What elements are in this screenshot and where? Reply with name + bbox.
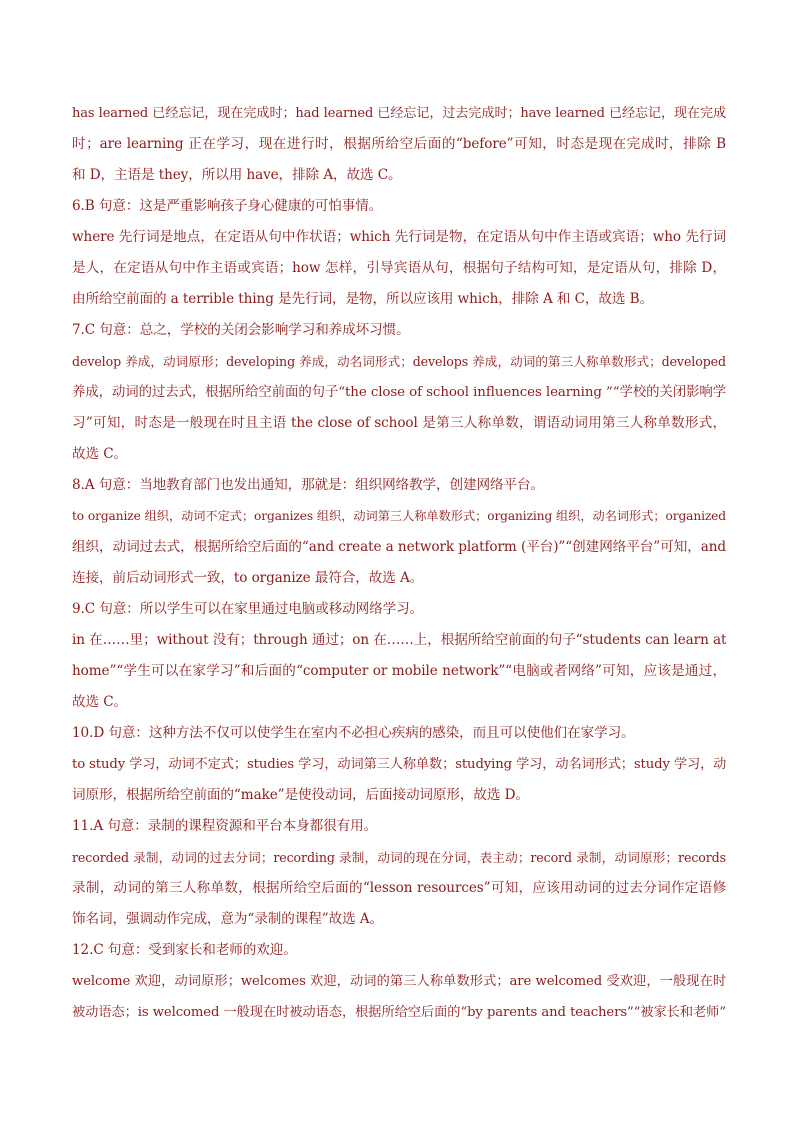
text-line: recorded 录制，动词的过去分词；recording 录制，动词的现在分词，表主动；record 录制，动词原形；records	[72, 850, 726, 865]
question-10-heading: 10.D 句意：这种方法不仅可以使学生在室内不必担心疾病的感染，而且可以使他们在家学习。	[72, 725, 635, 741]
text-line: develop 养成，动词原形；developing 养成，动名词形式；develops 养成，动词的第三人称单数形式；developed	[72, 354, 726, 369]
text-line: 习”可知，时态是一般现在时且主语 the close of school 是第三人称单数，谓语动词用第三人称单数形式，	[72, 415, 726, 431]
text-line: 词原形，根据所给空前面的“make”是使役动词，后面接动词原形，故选 D。	[72, 787, 529, 803]
question-8-heading: 8.A 句意：当地教育部门也发出通知，那就是：组织网络教学，创建网络平台。	[72, 477, 544, 493]
text-line: 和 D，主语是 they，所以用 have，排除 A，故选 C。	[72, 167, 402, 183]
text-line: welcome 欢迎，动词原形；welcomes 欢迎，动词的第三人称单数形式；are welcomed 受欢迎，一般现在时	[72, 974, 726, 989]
question-9-heading: 9.C 句意：所以学生可以在家里通过电脑或移动网络学习。	[72, 601, 424, 617]
text-line: 是人，在定语从句中作主语或宾语；how 怎样，引导宾语从句，根据句子结构可知，是定语从句，排除 D，	[72, 260, 726, 276]
text-line: 录制，动词的第三人称单数，根据所给空后面的“lesson resources”可知，应该用动词的过去分词作定语修	[72, 880, 726, 896]
text-line: home”“学生可以在家学习”和后面的“computer or mobile network”“电脑或者网络”可知，应该是通过，	[72, 663, 726, 679]
text-line: 时；are learning 正在学习，现在进行时，根据所给空后面的“before”可知，时态是现在完成时，排除 B	[72, 136, 726, 152]
question-11-heading: 11.A 句意：录制的课程资源和平台本身都很有用。	[72, 818, 378, 834]
text-line: 故选 C。	[72, 446, 128, 462]
text-line: to study 学习，动词不定式；studies 学习，动词第三人称单数；studying 学习，动名词形式；study 学习，动	[72, 757, 727, 772]
text-line: where 先行词是地点，在定语从句中作状语；which 先行词是物，在定语从句中作主语或宾语；who 先行词	[72, 229, 726, 245]
text-line: 组织，动词过去式，根据所给空后面的“and create a network platform (平台)”“创建网络平台”可知，and	[72, 539, 726, 555]
text-line: 饰名词，强调动作完成，意为“录制的课程”故选 A。	[72, 911, 384, 927]
question-12-heading: 12.C 句意：受到家长和老师的欢迎。	[72, 942, 297, 958]
text-line: 故选 C。	[72, 694, 128, 710]
question-6-heading: 6.B 句意：这是严重影响孩子身心健康的可怕事情。	[72, 198, 383, 214]
text-line: has learned 已经忘记，现在完成时；had learned 已经忘记，过去完成时；have learned 已经忘记，现在完成	[72, 106, 726, 121]
question-7-heading: 7.C 句意：总之，学校的关闭会影响学习和养成坏习惯。	[72, 322, 410, 338]
text-line: in 在……里；without 没有；through 通过；on 在……上，根据所给空前面的句子“students can learn at	[72, 632, 727, 648]
text-line: 由所给空前面的 a terrible thing 是先行词，是物，所以应该用 which，排除 A 和 C，故选 B。	[72, 291, 653, 307]
text-line: 被动语态；is welcomed 一般现在时被动语态，根据所给空后面的“by parents and teachers”“被家长和老师”	[72, 1005, 726, 1020]
text-line: 连接，前后动词形式一致，to organize 最符合，故选 A。	[72, 570, 424, 586]
text-line: 养成，动词的过去式，根据所给空前面的句子“the close of school influences learning ”“学校的关闭影响学	[72, 385, 726, 400]
answer-explanation-text	[72, 98, 726, 1028]
text-line: to organize 组织，动词不定式；organizes 组织，动词第三人称单数形式；organizing 组织，动名词形式；organized	[72, 509, 726, 523]
